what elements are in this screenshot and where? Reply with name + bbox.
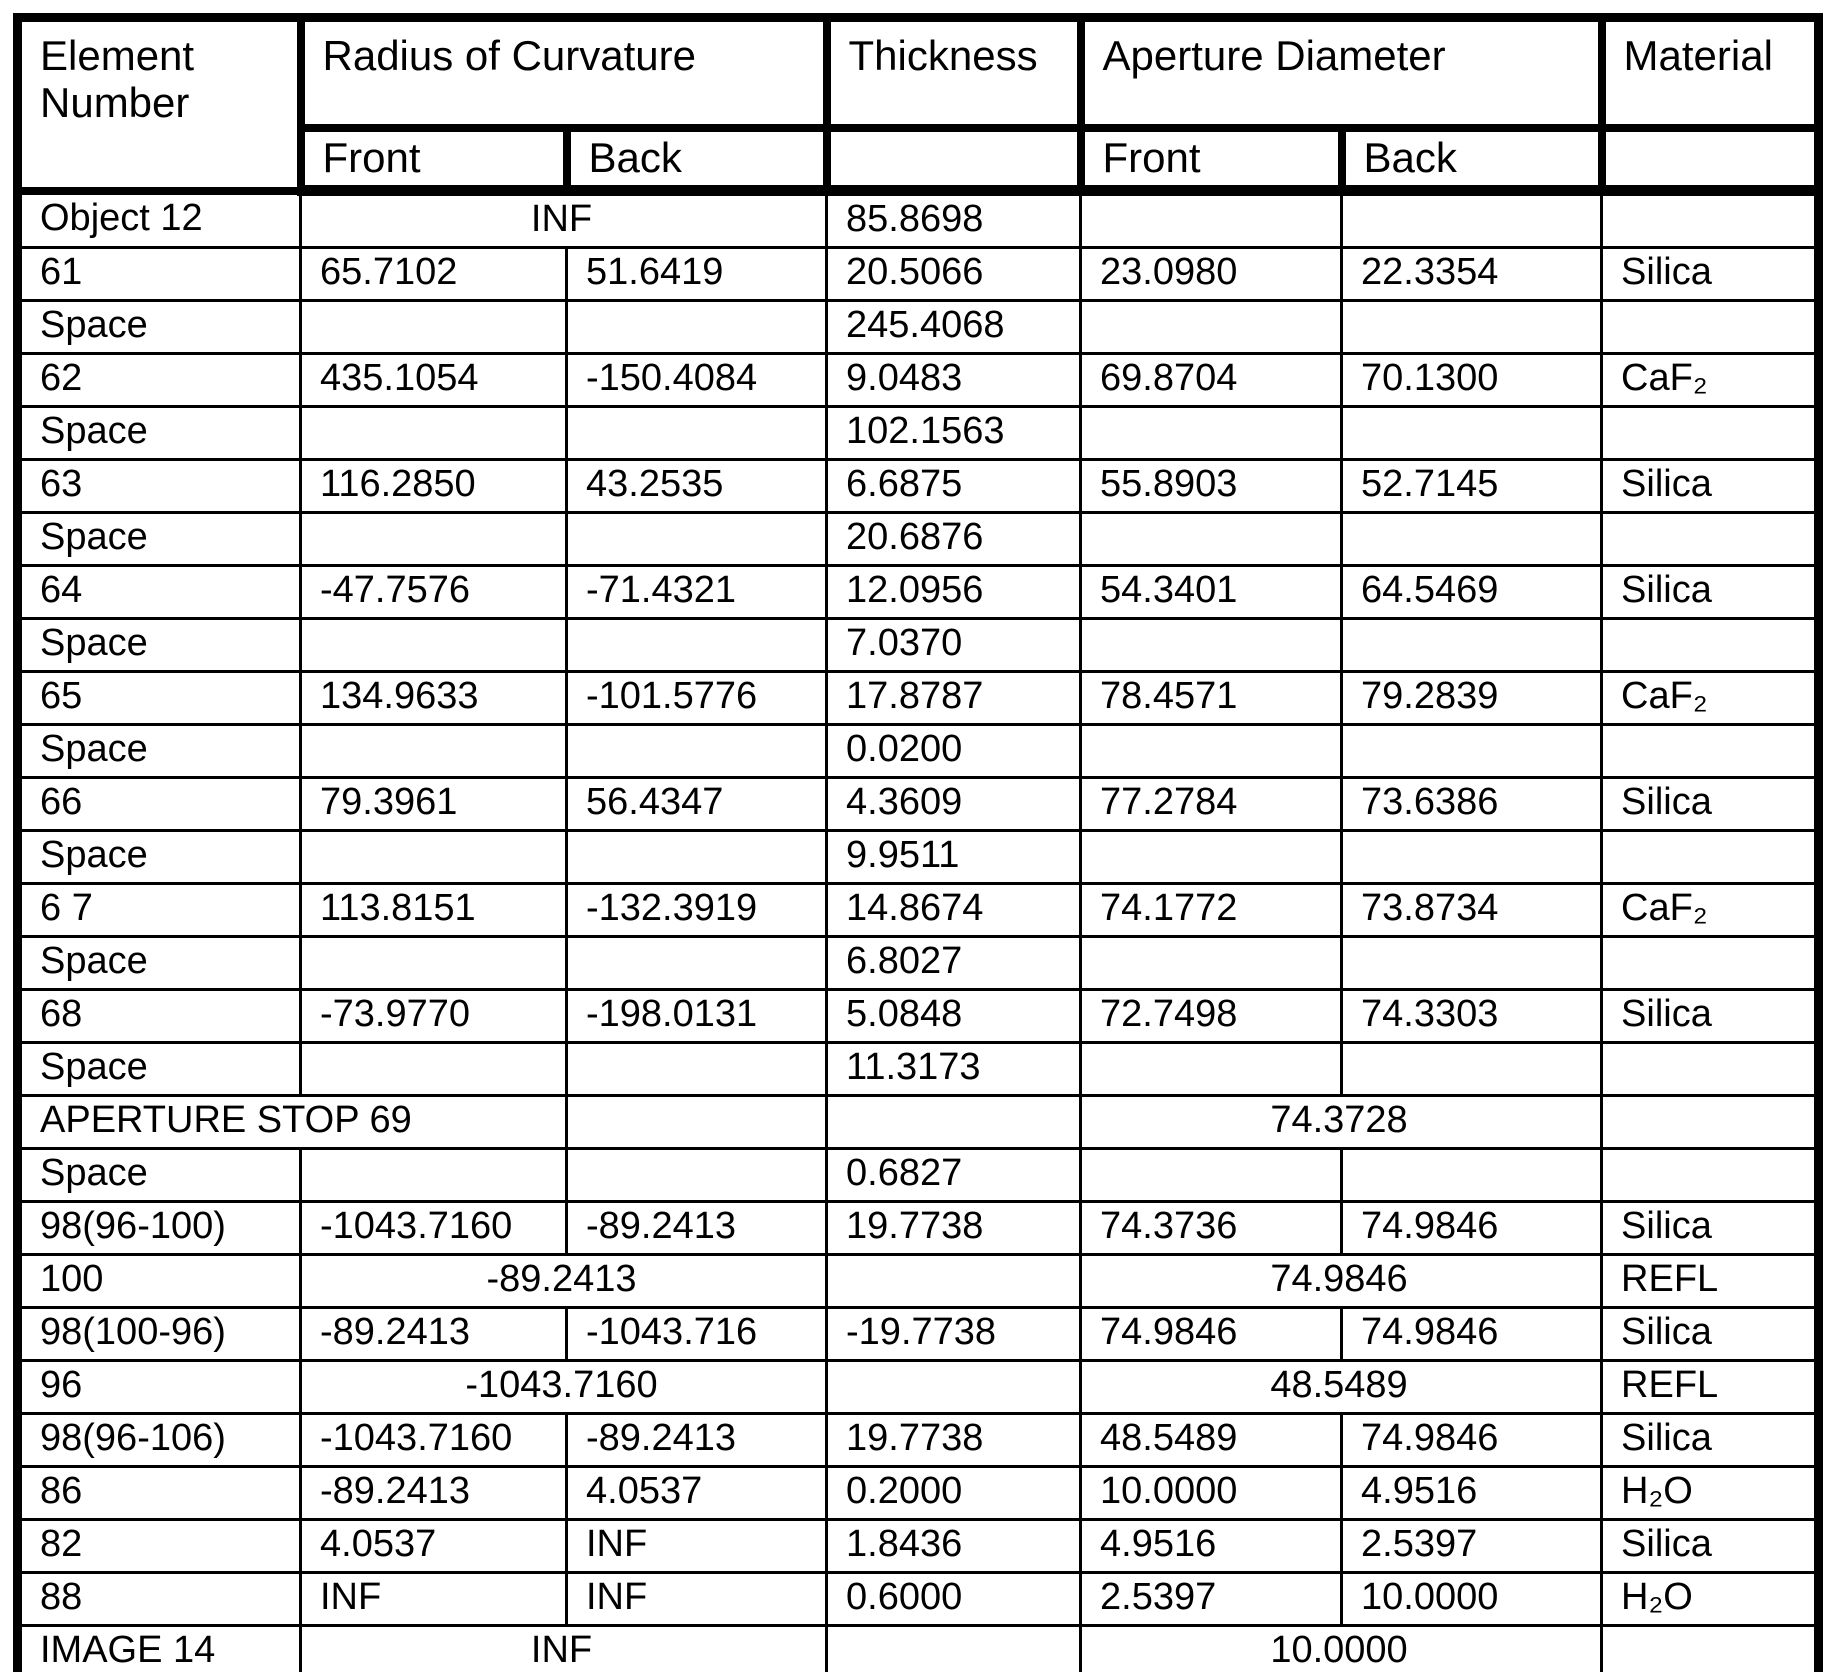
table-row: [18, 1255, 1819, 1308]
table-cell: [567, 1149, 827, 1202]
table-cell: -89.2413: [567, 1202, 827, 1255]
table-cell: [1081, 1149, 1342, 1202]
table-cell: -101.5776: [567, 672, 827, 725]
table-cell: Silica: [1602, 1414, 1819, 1467]
table-cell: [567, 725, 827, 778]
table-row: [18, 513, 1819, 566]
table-cell: [1342, 301, 1602, 354]
table-cell: -1043.7160: [301, 1361, 827, 1414]
table-row: [18, 1626, 1819, 1672]
table-cell: Space: [18, 513, 301, 566]
table-cell: [1602, 937, 1819, 990]
table-cell: H₂O: [1602, 1573, 1819, 1626]
table-cell: -89.2413: [301, 1308, 567, 1361]
table-cell: 56.4347: [567, 778, 827, 831]
table-cell: 74.1772: [1081, 884, 1342, 937]
table-cell: [1342, 191, 1602, 248]
table-row: [18, 354, 1819, 407]
table-cell: 79.3961: [301, 778, 567, 831]
header-material: Material: [1602, 18, 1819, 129]
table-cell: [1342, 831, 1602, 884]
table-body: [18, 191, 1819, 1672]
table-row: [18, 778, 1819, 831]
table-row: [18, 248, 1819, 301]
table-cell: 4.9516: [1081, 1520, 1342, 1573]
table-cell: 9.0483: [827, 354, 1081, 407]
table-cell: [1342, 513, 1602, 566]
table-row: [18, 566, 1819, 619]
table-cell: 66: [18, 778, 301, 831]
table-cell: 85.8698: [827, 191, 1081, 248]
header-element-number: Element Number: [18, 18, 301, 191]
table-cell: 74.9846: [1081, 1308, 1342, 1361]
table-cell: 77.2784: [1081, 778, 1342, 831]
table-cell: IMAGE 14: [18, 1626, 301, 1672]
table-cell: -198.0131: [567, 990, 827, 1043]
table-cell: [301, 301, 567, 354]
table-cell: 116.2850: [301, 460, 567, 513]
table-row: [18, 1520, 1819, 1573]
table-row: [18, 1043, 1819, 1096]
table-cell: -132.3919: [567, 884, 827, 937]
table-cell: REFL: [1602, 1361, 1819, 1414]
table-cell: 68: [18, 990, 301, 1043]
table-cell: 7.0370: [827, 619, 1081, 672]
table-cell: 98(96-106): [18, 1414, 301, 1467]
table-row: [18, 831, 1819, 884]
table-cell: [567, 513, 827, 566]
table-cell: Silica: [1602, 1202, 1819, 1255]
table-row: [18, 1308, 1819, 1361]
header-thickness: Thickness: [827, 18, 1081, 129]
table-row: [18, 1096, 1819, 1149]
table-cell: Silica: [1602, 566, 1819, 619]
table-cell: 74.3736: [1081, 1202, 1342, 1255]
header-radius-front: Front: [301, 128, 567, 191]
table-row: [18, 1361, 1819, 1414]
table-cell: Silica: [1602, 1520, 1819, 1573]
table-header: [18, 18, 1819, 191]
table-cell: 79.2839: [1342, 672, 1602, 725]
table-cell: [827, 1255, 1081, 1308]
table-cell: [1342, 1149, 1602, 1202]
table-cell: Silica: [1602, 778, 1819, 831]
table-cell: 5.0848: [827, 990, 1081, 1043]
table-cell: [1602, 725, 1819, 778]
table-cell: 6.6875: [827, 460, 1081, 513]
table-cell: REFL: [1602, 1255, 1819, 1308]
table-cell: 61: [18, 248, 301, 301]
table-cell: 74.3303: [1342, 990, 1602, 1043]
table-cell: APERTURE STOP 69: [18, 1096, 567, 1149]
table-cell: 4.3609: [827, 778, 1081, 831]
table-cell: 82: [18, 1520, 301, 1573]
table-cell: 0.0200: [827, 725, 1081, 778]
table-cell: [1342, 619, 1602, 672]
table-cell: -1043.7160: [301, 1414, 567, 1467]
table-cell: [567, 619, 827, 672]
table-cell: 20.5066: [827, 248, 1081, 301]
table-cell: 86: [18, 1467, 301, 1520]
table-cell: INF: [301, 191, 827, 248]
table-cell: 70.1300: [1342, 354, 1602, 407]
table-cell: 20.6876: [827, 513, 1081, 566]
table-cell: [1081, 301, 1342, 354]
table-cell: Space: [18, 1149, 301, 1202]
table-cell: Silica: [1602, 460, 1819, 513]
table-cell: -47.7576: [301, 566, 567, 619]
table-cell: 12.0956: [827, 566, 1081, 619]
table-cell: 0.6000: [827, 1573, 1081, 1626]
table-row: [18, 460, 1819, 513]
table-cell: CaF₂: [1602, 354, 1819, 407]
table-cell: Space: [18, 407, 301, 460]
table-cell: [1081, 831, 1342, 884]
table-cell: [1081, 937, 1342, 990]
table-cell: [1081, 1043, 1342, 1096]
header-radius-back: Back: [567, 128, 827, 191]
table-cell: 65.7102: [301, 248, 567, 301]
table-cell: Space: [18, 1043, 301, 1096]
table-cell: 4.0537: [567, 1467, 827, 1520]
table-cell: [1602, 407, 1819, 460]
table-cell: -19.7738: [827, 1308, 1081, 1361]
table-cell: CaF₂: [1602, 672, 1819, 725]
table-cell: 72.7498: [1081, 990, 1342, 1043]
table-cell: Space: [18, 301, 301, 354]
table-cell: [301, 1149, 567, 1202]
table-cell: INF: [301, 1573, 567, 1626]
table-cell: 51.6419: [567, 248, 827, 301]
table-cell: [567, 1096, 827, 1149]
header-row-groups: [18, 18, 1819, 129]
table-cell: 4.9516: [1342, 1467, 1602, 1520]
table-cell: [567, 1043, 827, 1096]
table-cell: [1602, 831, 1819, 884]
table-cell: 1.8436: [827, 1520, 1081, 1573]
table-row: [18, 937, 1819, 990]
table-row: [18, 884, 1819, 937]
table-cell: 74.9846: [1081, 1255, 1602, 1308]
table-cell: 17.8787: [827, 672, 1081, 725]
table-cell: [1602, 513, 1819, 566]
table-cell: Space: [18, 725, 301, 778]
table-cell: [1081, 191, 1342, 248]
table-cell: 52.7145: [1342, 460, 1602, 513]
table-cell: 6 7: [18, 884, 301, 937]
table-cell: 43.2535: [567, 460, 827, 513]
table-cell: 73.6386: [1342, 778, 1602, 831]
table-cell: [1602, 1149, 1819, 1202]
table-cell: [1342, 725, 1602, 778]
table-cell: 102.1563: [827, 407, 1081, 460]
table-cell: [1602, 191, 1819, 248]
table-cell: 22.3354: [1342, 248, 1602, 301]
table-cell: 78.4571: [1081, 672, 1342, 725]
table-cell: Silica: [1602, 990, 1819, 1043]
table-cell: INF: [567, 1573, 827, 1626]
table-cell: [1602, 1626, 1819, 1672]
table-row: [18, 407, 1819, 460]
table-cell: [827, 1361, 1081, 1414]
table-cell: -89.2413: [301, 1467, 567, 1520]
table-cell: 19.7738: [827, 1202, 1081, 1255]
table-row: [18, 191, 1819, 248]
table-cell: [827, 1626, 1081, 1672]
table-row: [18, 1573, 1819, 1626]
table-cell: 6.8027: [827, 937, 1081, 990]
table-cell: 4.0537: [301, 1520, 567, 1573]
table-cell: -89.2413: [567, 1414, 827, 1467]
table-cell: [567, 301, 827, 354]
table-cell: [1602, 1096, 1819, 1149]
table-cell: Silica: [1602, 1308, 1819, 1361]
table-cell: CaF₂: [1602, 884, 1819, 937]
table-cell: [567, 937, 827, 990]
table-row: [18, 301, 1819, 354]
table-cell: -150.4084: [567, 354, 827, 407]
table-cell: [301, 725, 567, 778]
header-aperture-back: Back: [1342, 128, 1602, 191]
table-cell: 63: [18, 460, 301, 513]
table-cell: [567, 407, 827, 460]
table-row: [18, 725, 1819, 778]
table-cell: [827, 1096, 1081, 1149]
table-cell: Space: [18, 831, 301, 884]
table-row: [18, 619, 1819, 672]
table-cell: [301, 407, 567, 460]
header-thickness-spacer: [827, 128, 1081, 191]
table-cell: -1043.7160: [301, 1202, 567, 1255]
table-cell: 96: [18, 1361, 301, 1414]
table-cell: [301, 513, 567, 566]
table-cell: 0.2000: [827, 1467, 1081, 1520]
table-cell: 62: [18, 354, 301, 407]
table-cell: [1602, 619, 1819, 672]
table-cell: 10.0000: [1081, 1626, 1602, 1672]
table-cell: 435.1054: [301, 354, 567, 407]
table-cell: INF: [567, 1520, 827, 1573]
table-row: [18, 1414, 1819, 1467]
table-cell: -73.9770: [301, 990, 567, 1043]
table-row: [18, 1467, 1819, 1520]
header-aperture-diameter: Aperture Diameter: [1081, 18, 1602, 129]
table-cell: 0.6827: [827, 1149, 1081, 1202]
table-cell: [301, 619, 567, 672]
table-cell: 10.0000: [1081, 1467, 1342, 1520]
table-cell: 48.5489: [1081, 1361, 1602, 1414]
table-cell: 74.3728: [1081, 1096, 1602, 1149]
table-cell: Object 12: [18, 191, 301, 248]
table-cell: 55.8903: [1081, 460, 1342, 513]
table-cell: -89.2413: [301, 1255, 827, 1308]
table-cell: [1081, 619, 1342, 672]
table-cell: 74.9846: [1342, 1308, 1602, 1361]
header-aperture-front: Front: [1081, 128, 1342, 191]
table-cell: 73.8734: [1342, 884, 1602, 937]
table-cell: 23.0980: [1081, 248, 1342, 301]
table-cell: [1342, 1043, 1602, 1096]
table-cell: 54.3401: [1081, 566, 1342, 619]
table-cell: 11.3173: [827, 1043, 1081, 1096]
table-cell: 64.5469: [1342, 566, 1602, 619]
lens-prescription-table: [13, 13, 1823, 1672]
table-cell: [1081, 513, 1342, 566]
table-cell: [1081, 407, 1342, 460]
table-row: [18, 1202, 1819, 1255]
table-cell: H₂O: [1602, 1467, 1819, 1520]
table-cell: -1043.716: [567, 1308, 827, 1361]
table-cell: Silica: [1602, 248, 1819, 301]
table-cell: [1602, 301, 1819, 354]
table-cell: 2.5397: [1081, 1573, 1342, 1626]
table-cell: Space: [18, 937, 301, 990]
table-cell: [1342, 407, 1602, 460]
table-cell: 113.8151: [301, 884, 567, 937]
table-cell: INF: [301, 1626, 827, 1672]
table-cell: 74.9846: [1342, 1414, 1602, 1467]
table-cell: Space: [18, 619, 301, 672]
table-cell: [567, 831, 827, 884]
table-cell: 100: [18, 1255, 301, 1308]
table-row: [18, 990, 1819, 1043]
table-cell: [301, 831, 567, 884]
table-cell: [1602, 1043, 1819, 1096]
table-cell: 134.9633: [301, 672, 567, 725]
table-cell: 98(100-96): [18, 1308, 301, 1361]
table-cell: 245.4068: [827, 301, 1081, 354]
table-cell: 19.7738: [827, 1414, 1081, 1467]
table-cell: 48.5489: [1081, 1414, 1342, 1467]
table-row: [18, 672, 1819, 725]
table-cell: [1342, 937, 1602, 990]
table-cell: 10.0000: [1342, 1573, 1602, 1626]
table-cell: 69.8704: [1081, 354, 1342, 407]
table-cell: 14.8674: [827, 884, 1081, 937]
table-cell: 64: [18, 566, 301, 619]
header-radius-of-curvature: Radius of Curvature: [301, 18, 827, 129]
table-cell: [301, 1043, 567, 1096]
table-cell: 65: [18, 672, 301, 725]
table-cell: 88: [18, 1573, 301, 1626]
table-cell: [301, 937, 567, 990]
table-cell: 74.9846: [1342, 1202, 1602, 1255]
table-cell: [1081, 725, 1342, 778]
table-cell: 9.9511: [827, 831, 1081, 884]
table-cell: -71.4321: [567, 566, 827, 619]
table-row: [18, 1149, 1819, 1202]
table-cell: 2.5397: [1342, 1520, 1602, 1573]
header-material-spacer: [1602, 128, 1819, 191]
table-cell: 98(96-100): [18, 1202, 301, 1255]
